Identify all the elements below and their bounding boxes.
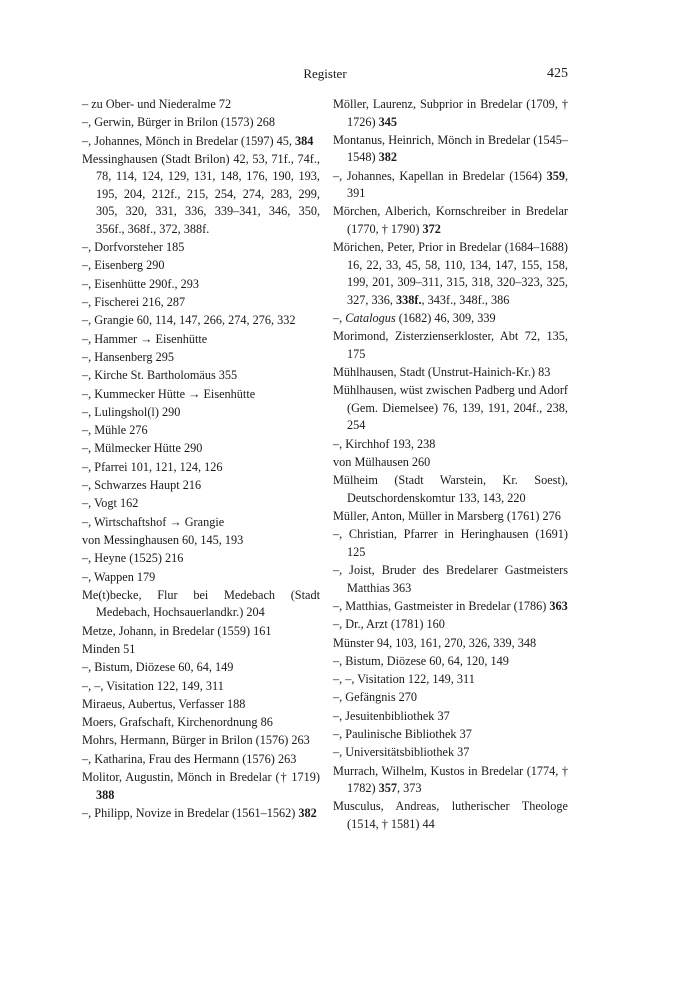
index-entry: –, Kirche St. Bartholomäus 355 [82, 368, 238, 383]
index-entry: Metze, Johann, in Bredelar (1559) 161 [82, 623, 272, 638]
index-entry: –, Joist, Bruder des Bredelarer Gastmeisters Matthias 363 [333, 563, 568, 595]
index-entry: – zu Ober- und Niederalme 72 [82, 97, 232, 111]
index-entry: –, Fischerei 216, 287 [82, 295, 186, 310]
running-header [82, 64, 568, 84]
index-entry: Mühlhausen, wüst zwischen Padberg und Adorf (Gem. Diemelsee) 76, 139, 191, 204f., 238, 254 [333, 383, 568, 433]
index-entry: –, Matthias, Gastmeister in Bredelar (1786) 363 [333, 598, 568, 613]
index-entry: Möller, Laurenz, Subprior in Bredelar (1709, † 1726) 345 [333, 97, 568, 129]
index-entry: Mörichen, Peter, Prior in Bredelar (1684–1688) 16, 22, 33, 45, 58, 110, 134, 147, 155, 158, 199, 201, 309–311, 315, 318, 320–323, 325, 327, 336, 338f., 343f., 348f., 386 [333, 240, 568, 307]
index-entry: Miraeus, Aubertus, Verfasser 188 [82, 696, 246, 711]
index-entry: Münster 94, 103, 161, 270, 326, 339, 348 [333, 635, 537, 650]
index-entry: –, Mülmecker Hütte 290 [82, 441, 203, 456]
index-entry: –, Wirtschaftshof → Grangie [82, 514, 225, 529]
index-entry: –, –, Visitation 122, 149, 311 [82, 678, 224, 693]
index-column-right [333, 96, 568, 834]
index-entry: –, Heyne (1525) 216 [82, 551, 184, 566]
index-entry: Murrach, Wilhelm, Kustos in Bredelar (1774, † 1782) 357, 373 [333, 763, 568, 796]
index-entry: Morimond, Zisterzienserkloster, Abt 72, 135, 175 [333, 329, 568, 361]
index-entry: –, Christian, Pfarrer in Heringhausen (1691) 125 [333, 527, 568, 559]
index-entry: –, Gerwin, Bürger in Brilon (1573) 268 [82, 115, 276, 130]
index-entry: Moers, Grafschaft, Kirchenordnung 86 [82, 715, 273, 730]
index-entry: –, Hansenberg 295 [82, 349, 174, 364]
index-entry: Mühlhausen, Stadt (Unstrut-Hainich-Kr.) 83 [333, 365, 551, 380]
running-title: Register [303, 66, 347, 81]
bold-page-ref: 338f. [396, 292, 422, 307]
index-entry: Müller, Anton, Müller in Marsberg (1761) 276 [333, 509, 561, 524]
index-entry: –, Kummecker Hütte → Eisenhütte [82, 386, 256, 401]
index-entry: –, Eisenberg 290 [82, 258, 165, 273]
bold-page-ref: 384 [294, 133, 314, 148]
italic-title: Catalogus [345, 310, 396, 325]
index-entry: –, Bistum, Diözese 60, 64, 149 [82, 660, 234, 675]
bold-page-ref: 357 [378, 781, 398, 796]
index-entry: Minden 51 [82, 641, 136, 656]
bold-page-ref: 382 [378, 150, 398, 165]
index-entry: –, Dorfvorsteher 185 [82, 240, 185, 255]
index-entry: –, Katharina, Frau des Hermann (1576) 263 [82, 751, 297, 766]
index-entry: –, Philipp, Novize in Bredelar (1561–1562) 382 [82, 805, 317, 820]
index-entry: Molitor, Augustin, Mönch in Bredelar († 1719) 388 [82, 770, 320, 802]
index-entry: Montanus, Heinrich, Mönch in Bredelar (1545–1548) 382 [333, 132, 568, 165]
index-entry: Musculus, Andreas, lutherischer Theologe (1514, † 1581) 44 [333, 799, 568, 831]
index-entry: von Mülhausen 260 [333, 454, 431, 469]
index-entry: –, Johannes, Mönch in Bredelar (1597) 45, 384 [82, 133, 314, 148]
index-entry: Mohrs, Hermann, Bürger in Brilon (1576) 263 [82, 733, 310, 748]
bold-page-ref: 359 [546, 168, 565, 183]
index-entry: –, Mühle 276 [82, 423, 148, 438]
index-entry: von Messinghausen 60, 145, 193 [82, 532, 244, 547]
index-entry: –, Hammer → Eisenhütte [82, 331, 208, 346]
index-entry: –, Pfarrei 101, 121, 124, 126 [82, 459, 223, 474]
index-entry: Me(t)becke, Flur bei Medebach (Stadt Medebach, Hochsauerlandkr.) 204 [82, 587, 320, 620]
index-entry: –, Gefängnis 270 [333, 690, 418, 705]
bold-page-ref: 388 [96, 787, 115, 802]
index-entry: –, Johannes, Kapellan in Bredelar (1564) 359, 391 [333, 168, 568, 201]
index-entry: –, Wappen 179 [82, 569, 156, 584]
index-entry: –, Grangie 60, 114, 147, 266, 274, 276, 332 [82, 313, 296, 328]
bold-page-ref: 382 [298, 805, 317, 820]
index-entry: –, Bistum, Diözese 60, 64, 120, 149 [333, 653, 509, 668]
index-entry: –, Dr., Arzt (1781) 160 [333, 617, 445, 632]
index-column-left [82, 96, 320, 823]
index-entry: –, Schwarzes Haupt 216 [82, 478, 202, 493]
index-entry: –, Kirchhof 193, 238 [333, 436, 436, 451]
index-entry: –, Universitätsbibliothek 37 [333, 745, 470, 760]
page-number: 425 [547, 66, 568, 81]
index-entry: Messinghausen (Stadt Brilon) 42, 53, 71f., 74f., 78, 114, 124, 129, 131, 148, 176, 190, 193, 195, 204, 212f., 215, 254, 274, 283, 299, 305, 320, 331, 336, 339–341, 346, 350, 356f., 368f., 372, 388f. [82, 151, 320, 236]
index-entry: –, Lulingshol(l) 290 [82, 404, 181, 419]
index-entry: Mörchen, Alberich, Kornschreiber in Bredelar (1770, † 1790) 372 [333, 204, 568, 236]
bold-page-ref: 372 [422, 221, 441, 236]
index-entry: –, Jesuitenbibliothek 37 [333, 708, 450, 723]
index-entry: –, Vogt 162 [82, 496, 139, 511]
index-entry: –, Paulinische Bibliothek 37 [333, 727, 472, 742]
index-entry: –, Catalogus (1682) 46, 309, 339 [333, 310, 496, 325]
bold-page-ref: 345 [378, 114, 398, 129]
index-entry: –, –, Visitation 122, 149, 311 [333, 672, 475, 687]
index-entry: Mülheim (Stadt Warstein, Kr. Soest), Deutschordenskomtur 133, 143, 220 [333, 473, 568, 505]
bold-page-ref: 363 [549, 598, 568, 613]
index-entry: –, Eisenhütte 290f., 293 [82, 276, 200, 291]
